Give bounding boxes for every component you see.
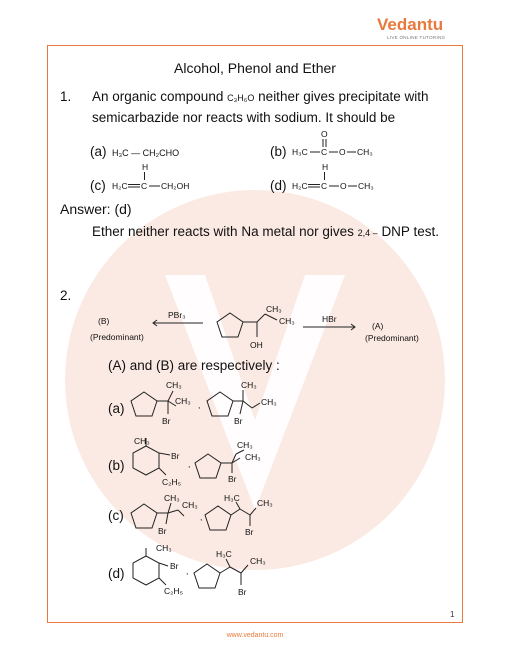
svg-text:O: O [340, 181, 347, 191]
svg-text:Vedantu: Vedantu [377, 15, 444, 34]
svg-text:CH₃: CH₃ [250, 556, 266, 566]
q2-option-c-label: (c) [108, 508, 124, 523]
q1-number: 1. [60, 89, 72, 104]
svg-text:,: , [186, 566, 189, 576]
svg-text:C: C [141, 181, 148, 191]
svg-text:Br: Br [158, 526, 167, 536]
footer-url[interactable]: www.vedantu.com [226, 632, 284, 639]
svg-text:Br: Br [170, 561, 179, 571]
q1-option-d-label: (d) [270, 178, 287, 193]
vedantu-logo [375, 10, 470, 44]
svg-text:O: O [339, 147, 346, 157]
page-number: 1 [450, 610, 455, 619]
q2-option-c-structures [128, 492, 288, 544]
svg-text:Br: Br [228, 474, 237, 484]
svg-text:H₃C: H₃C [292, 147, 308, 157]
q1-text-line2: semicarbazide nor reacts with sodium. It should be [92, 110, 396, 125]
q2-option-b-label: (b) [108, 458, 125, 473]
svg-text:(Predominant): (Predominant) [90, 332, 144, 342]
svg-text:Br: Br [234, 416, 243, 426]
svg-text:CH₃: CH₃ [134, 436, 150, 446]
svg-text:CH₃: CH₃ [237, 440, 253, 450]
svg-text:OH: OH [250, 340, 263, 350]
svg-text:C₂H₅: C₂H₅ [162, 477, 182, 487]
page-title: Alcohol, Phenol and Ether [174, 60, 336, 76]
answer-explanation: Ether neither reacts with Na metal nor gives 2,4 – DNP test. [92, 224, 439, 239]
svg-text:H: H [322, 162, 329, 172]
svg-text:CH₃: CH₃ [257, 498, 273, 508]
svg-text:HBr: HBr [322, 314, 337, 324]
svg-text:,: , [188, 459, 191, 469]
svg-text:CH₃: CH₃ [245, 452, 261, 462]
svg-text:Br: Br [238, 587, 247, 597]
svg-text:CH₃: CH₃ [175, 396, 191, 406]
svg-text:(Predominant): (Predominant) [365, 333, 419, 343]
q2-prompt: (A) and (B) are respectively : [108, 358, 280, 373]
svg-text:H₂C: H₂C [292, 181, 308, 191]
svg-text:H₂C: H₂C [112, 181, 128, 191]
svg-text:CH₃: CH₃ [357, 147, 373, 157]
svg-text:O: O [321, 129, 328, 139]
svg-text:CH₃: CH₃ [261, 397, 277, 407]
svg-text:CH₃: CH₃ [166, 380, 182, 390]
q1-option-b-structure [290, 128, 400, 160]
svg-text:,: , [200, 512, 203, 522]
svg-text:C₂H₅: C₂H₅ [164, 586, 184, 596]
svg-text:C: C [321, 147, 328, 157]
svg-text:,: , [198, 400, 201, 410]
q1-option-d-structure [290, 160, 400, 194]
q2-option-d-label: (d) [108, 566, 125, 581]
svg-text:CH₃: CH₃ [241, 380, 257, 390]
svg-text:Br: Br [245, 527, 254, 537]
svg-text:(B): (B) [98, 316, 110, 326]
q2-number: 2. [60, 288, 72, 303]
q1-text-line1: An organic compound C₃H₆O neither gives precipitate with [92, 89, 429, 104]
svg-text:Br: Br [171, 451, 180, 461]
q1-formula: C₃H₆O [227, 93, 255, 103]
q2-option-b-structures [128, 432, 288, 492]
svg-text:CH₃: CH₃ [266, 304, 282, 314]
svg-text:Br: Br [162, 416, 171, 426]
q1-option-c-label: (c) [90, 178, 106, 193]
svg-text:C: C [321, 181, 328, 191]
svg-text:CH₃: CH₃ [164, 493, 180, 503]
q2-option-d-structures [128, 542, 288, 602]
q2-option-a-structures [128, 378, 288, 430]
q2-option-a-label: (a) [108, 401, 125, 416]
svg-text:LIVE ONLINE TUTORING: LIVE ONLINE TUTORING [387, 35, 446, 40]
q2-reaction-scheme [85, 300, 425, 360]
q1-option-c-structure [110, 160, 220, 194]
svg-text:CH₃: CH₃ [182, 500, 198, 510]
svg-text:CH₃: CH₃ [358, 181, 374, 191]
svg-text:CH₂OH: CH₂OH [161, 181, 190, 191]
q1-option-a-label: (a) [90, 144, 107, 159]
svg-text:H: H [142, 162, 149, 172]
svg-text:(A): (A) [372, 321, 384, 331]
q1-option-a-formula: H₃C — CH₂CHO [112, 148, 180, 158]
answer-label: Answer: (d) [60, 201, 132, 217]
svg-text:H₃C: H₃C [216, 549, 232, 559]
svg-text:CH₃: CH₃ [156, 543, 172, 553]
svg-text:H₃C: H₃C [224, 493, 240, 503]
svg-text:CH₃: CH₃ [279, 316, 295, 326]
svg-text:PBr₃: PBr₃ [168, 310, 186, 320]
q1-option-b-label: (b) [270, 144, 287, 159]
